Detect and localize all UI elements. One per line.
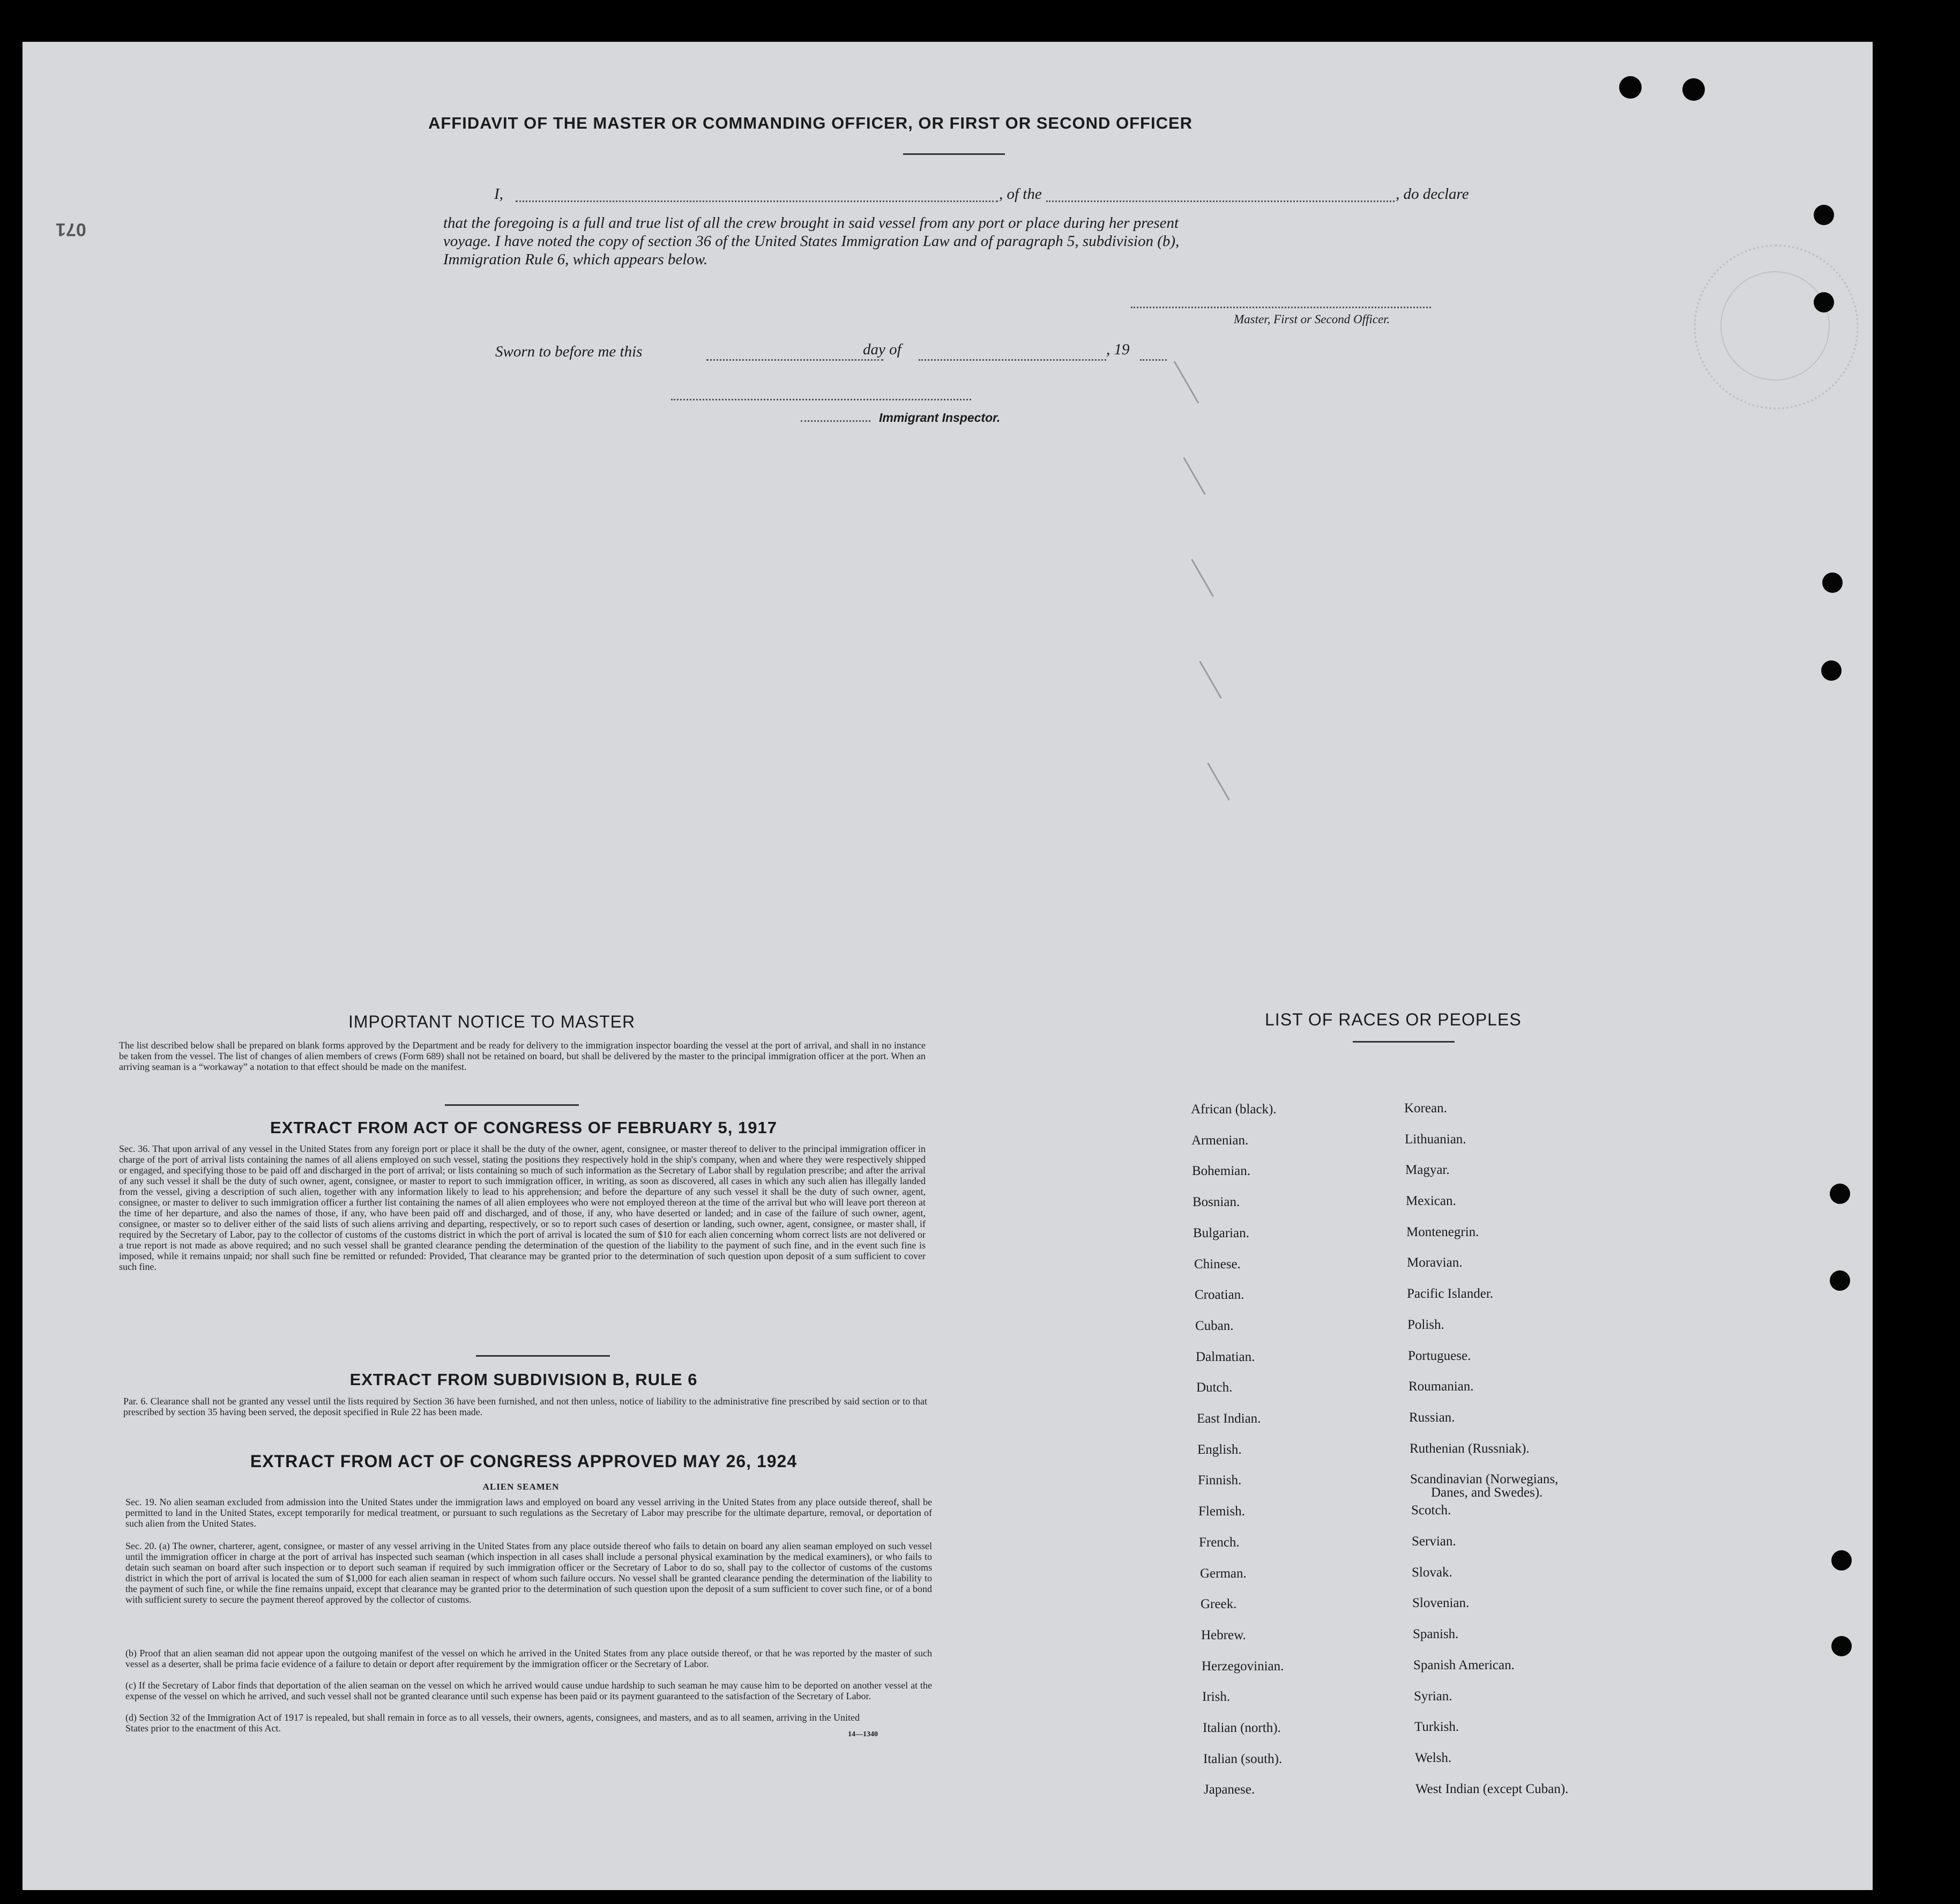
extract-1917-title: EXTRACT FROM ACT OF CONGRESS OF FEBRUARY 5, 1917 xyxy=(270,1118,777,1137)
race-item-right: Russian. xyxy=(1409,1410,1455,1425)
race-item-right: Scandinavian (Norwegians, xyxy=(1410,1472,1559,1486)
race-item-left: Bohemian. xyxy=(1192,1164,1251,1178)
punch-hole xyxy=(1822,572,1843,593)
race-item-left: Herzegovinian. xyxy=(1202,1659,1284,1674)
race-item-right: Ruthenian (Russniak). xyxy=(1410,1441,1530,1456)
affidavit-title: AFFIDAVIT OF THE MASTER OR COMMANDING OFFICER, OR FIRST OR SECOND OFFICER xyxy=(428,114,1193,132)
race-item-left: Irish. xyxy=(1202,1690,1231,1704)
races-title: LIST OF RACES OR PEOPLES xyxy=(1265,1010,1522,1029)
race-item-left: Croatian. xyxy=(1195,1288,1244,1302)
race-item-right: Scotch. xyxy=(1411,1503,1451,1518)
inspector-signature-line[interactable] xyxy=(671,399,971,400)
extract-1924-sec20a: Sec. 20. (a) The owner, charterer, agent, consignee, or master of any vessel arriving in the United States from any place outside thereof who fails to detain on board any alien seaman employed on such vessel until the immigration officer in charge at the port of arrival has inspected such seaman (which inspection in all cases shall include a personal physical examination by the medical examiners), or who fails to detain such seaman on board after such inspection or to deport such seaman if required by such immigration officer or the Secretary of Labor to do so, shall pay to the collector of customs of the customs district in which the port of arrival is located the sum of $1,000 for each alien seaman in respect of whom such failure occurs. No vessel shall be granted clearance pending the determination of the liability to the payment of such fine, or while the fine remains unpaid, except that clearance may be granted prior to the determination of such question upon the deposit of a sum sufficient to cover such fine, or of a bond with sufficient surety to secure the payment thereof approved by the collector of customs. xyxy=(125,1541,932,1605)
race-item-right: Mexican. xyxy=(1406,1194,1456,1208)
race-item-left: Dalmatian. xyxy=(1196,1350,1255,1364)
punch-hole xyxy=(1821,660,1842,681)
vessel-blank-line[interactable] xyxy=(1046,200,1395,202)
affidavit-body-line-1: that the foregoing is a full and true list of all the crew brought in said vessel from any port or place during her present xyxy=(443,214,1179,232)
punch-hole xyxy=(1831,1550,1852,1571)
race-item-left: French. xyxy=(1199,1535,1240,1550)
pencil-mark xyxy=(1183,457,1206,495)
race-item-right: Danes, and Swedes). xyxy=(1431,1485,1543,1500)
extract-1924-sec20b: (b) Proof that an alien seaman did not appear upon the outgoing manifest of the vessel on which he arrived in the United States from any place outside thereof, or that he was reported by the master of such vessel as a deserter, shall be prima facie evidence of a failure to detain or deport after requirement by the immigration officer or the Secretary of Labor. xyxy=(125,1648,932,1669)
race-item-left: Finnish. xyxy=(1198,1473,1242,1488)
extract-1924-sec19: Sec. 19. No alien seaman excluded from admission into the United States under the immigration laws and employed on board any vessel arriving in the United States from any place outside thereof, shall be permitted to land in the United States, except temporarily for medical treatment, or pursuant to such regulations as the Secretary of Labor may prescribe for the ultimate departure, removal, or deportation of such alien from the United States. xyxy=(125,1497,932,1529)
punch-hole xyxy=(1814,292,1834,313)
race-item-right: Spanish. xyxy=(1413,1627,1459,1641)
master-signature-label: Master, First or Second Officer. xyxy=(1234,313,1390,326)
race-item-left: Chinese. xyxy=(1194,1257,1241,1271)
extract-1924-sec20c: (c) If the Secretary of Labor finds that deportation of the alien seaman on the vessel on which he arrived would cause undue hardship to such seaman he may cause him to be deported on another vessel at the expense of the vessel on which he arrived, and such vessel shall not be granted clearance until such expense has been paid or its payment guaranteed to the satisfaction of the Secretary of Labor. xyxy=(125,1680,932,1701)
race-item-left: Bulgarian. xyxy=(1193,1226,1249,1240)
race-item-right: Moravian. xyxy=(1407,1255,1463,1270)
day-of-label: day of xyxy=(863,341,901,358)
affidavit-declare-label: , do declare xyxy=(1396,185,1469,203)
race-item-right: Montenegrin. xyxy=(1406,1225,1479,1239)
race-item-left: Armenian. xyxy=(1191,1133,1249,1148)
race-item-left: Italian (north). xyxy=(1203,1721,1281,1735)
race-item-right: Magyar. xyxy=(1405,1163,1450,1177)
race-item-right: Slovak. xyxy=(1412,1565,1452,1580)
race-item-right: Portuguese. xyxy=(1408,1349,1471,1363)
year-label: , 19 xyxy=(1106,341,1130,358)
extract-1924-sec20d: (d) Section 32 of the Immigration Act of 1917 is repealed, but shall remain in force as to all vessels, their owners, agents, consignees, and masters, and as to all seamen, arriving in the United States prior to the enactment of this Act. xyxy=(125,1712,860,1734)
extract-1917-rule xyxy=(476,1355,610,1357)
race-item-left: English. xyxy=(1197,1442,1242,1457)
name-blank-line[interactable] xyxy=(516,200,998,202)
race-item-left: Cuban. xyxy=(1195,1319,1234,1333)
race-item-left: African (black). xyxy=(1191,1102,1277,1117)
race-item-right: Slovenian. xyxy=(1412,1596,1470,1610)
race-item-right: Spanish American. xyxy=(1413,1658,1515,1672)
form-number: 14—1340 xyxy=(848,1730,878,1738)
race-item-left: Italian (south). xyxy=(1203,1752,1283,1766)
extract-1917-text: Sec. 36. That upon arrival of any vessel in the United States from any foreign port or place it shall be the duty of the owner, agent, consignee, or master thereof to deliver to the principal immigration officer in charge of the port of arrival lists containing the names of all aliens employed on such vessel, stating the positions they respectively hold in the ship's company, when and where they were respectively shipped or engaged, and specifying those to be paid off and discharged in the port of arrival; or lists containing so much of such information as the Secretary of Labor shall by regulation prescribe; and after the arrival of any such vessel it shall be the duty of such owner, agent, consignee, or master to report to such immigration officer, in writing, as soon as discovered, all cases in which any such alien has illegally landed from the vessel, giving a description of such alien, together with any information likely to lead to his apprehension; and before the departure of any such vessel it shall be the duty of such owner, agent, consignee, or master to deliver to such immigration officer a further list containing the names of all alien employees who were not employed thereon at the time of the arrival but who will leave port thereon at the time of her departure, and also the names of those, if any, who have been paid off and discharged, and of those, if any, who have deserted or landed; and in case of the failure of such owner, agent, consignee, or master so to deliver either of the said lists of such aliens arriving and departing, respectively, or so to report such cases of desertion or landing, such owner, agent, consignee, or master shall, if required by the Secretary of Labor, pay to the collector of customs of the customs district in which the port of arrival is located the sum of $10 for each alien concerning whom correct lists are not delivered or a true report is not made as above required; and no such vessel shall be granted clearance pending the determination of the question of the liability to the payment of such fine, and in the event such fine is imposed, while it remains unpaid; nor shall such fine be remitted or refunded: Provided, That clearance may be granted prior to the determination of such question upon deposit of a sum sufficient to cover such fine. xyxy=(119,1143,926,1272)
inspector-label: Immigrant Inspector. xyxy=(879,411,1001,425)
margin-number: 071 xyxy=(56,219,86,240)
sworn-month-line[interactable] xyxy=(919,359,1106,361)
sworn-year-line[interactable] xyxy=(1140,359,1167,361)
punch-hole xyxy=(1831,1636,1852,1656)
race-item-left: East Indian. xyxy=(1197,1411,1261,1426)
race-item-left: Bosnian. xyxy=(1193,1195,1240,1209)
sworn-day-line[interactable] xyxy=(706,359,883,361)
punch-hole xyxy=(1830,1184,1850,1204)
race-item-right: Welsh. xyxy=(1415,1751,1452,1765)
race-item-right: Roumanian. xyxy=(1408,1379,1474,1394)
punch-hole xyxy=(1682,78,1705,101)
pencil-mark xyxy=(1191,559,1214,597)
affidavit-body-line-2: voyage. I have noted the copy of section 36 of the United States Immigration Law and of paragraph 5, subdivision (b), xyxy=(443,233,1180,250)
pencil-mark xyxy=(1199,661,1222,699)
inspector-signature-line-2 xyxy=(801,420,870,422)
rule6-text: Par. 6. Clearance shall not be granted any vessel until the lists required by Section 36 have been furnished, and not then unless, notice of liability to the administrative fine prescribed by said section or to that prescribed by section 35 having been served, the deposit specified in Rule 22 has been made. xyxy=(123,1396,927,1417)
faint-seal-inner xyxy=(1720,271,1830,381)
race-item-left: Greek. xyxy=(1201,1597,1237,1611)
race-item-left: Hebrew. xyxy=(1201,1628,1246,1642)
race-item-left: Flemish. xyxy=(1198,1504,1245,1519)
notice-title: IMPORTANT NOTICE TO MASTER xyxy=(348,1012,636,1031)
extract-1924-title: EXTRACT FROM ACT OF CONGRESS APPROVED MAY 26, 1924 xyxy=(250,1452,798,1471)
punch-hole xyxy=(1814,205,1834,225)
sworn-label: Sworn to before me this xyxy=(495,343,643,360)
notice-text: The list described below shall be prepared on blank forms approved by the Department and be ready for delivery to the immigration inspector boarding the vessel at the port of arrival, and shall in no instance be taken from the vessel. The list of changes of alien members of crews (Form 689) shall not be retained on board, but shall be delivered by the master to the principal immigration officer at the port. When an arriving seaman is a “workaway” a notation to that effect should be made on the manifest. xyxy=(119,1040,926,1072)
notice-rule xyxy=(445,1104,579,1106)
race-item-left: German. xyxy=(1200,1566,1247,1581)
pencil-mark xyxy=(1207,763,1230,801)
form-page xyxy=(23,42,1873,1890)
race-item-right: Lithuanian. xyxy=(1405,1132,1466,1147)
punch-hole xyxy=(1830,1270,1850,1291)
race-item-right: Pacific Islander. xyxy=(1407,1286,1494,1301)
rule6-title: EXTRACT FROM SUBDIVISION B, RULE 6 xyxy=(349,1370,698,1389)
pencil-mark xyxy=(1174,361,1199,403)
extract-1924-subtitle: ALIEN SEAMEN xyxy=(482,1482,560,1492)
race-item-right: Syrian. xyxy=(1414,1689,1452,1704)
races-title-rule xyxy=(1353,1041,1455,1043)
punch-hole xyxy=(1619,76,1642,99)
affidavit-i-label: I, xyxy=(494,185,503,203)
race-item-right: Servian. xyxy=(1412,1534,1456,1549)
race-item-right: Korean. xyxy=(1404,1101,1447,1115)
race-item-right: Polish. xyxy=(1407,1318,1444,1332)
affidavit-title-rule xyxy=(903,153,1005,155)
affidavit-of-the-label: , of the xyxy=(999,185,1042,203)
race-item-right: Turkish. xyxy=(1414,1720,1459,1734)
master-signature-line[interactable] xyxy=(1131,307,1431,308)
race-item-right: West Indian (except Cuban). xyxy=(1415,1782,1569,1796)
race-item-left: Dutch. xyxy=(1196,1380,1233,1395)
race-item-left: Japanese. xyxy=(1204,1782,1255,1797)
affidavit-body-line-3: Immigration Rule 6, which appears below. xyxy=(443,251,708,268)
